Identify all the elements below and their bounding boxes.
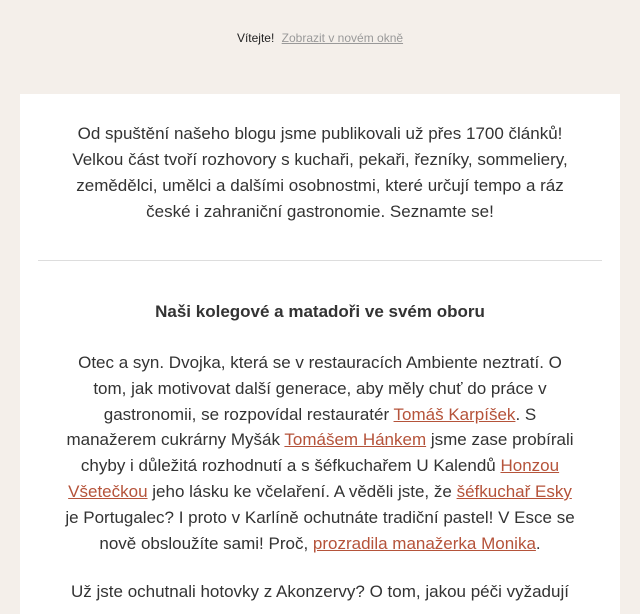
link-manazerka-monika[interactable]: prozradila manažerka Monika [312,533,536,553]
paragraph-text: jeho lásku ke včelaření. A věděli jste, že [147,481,457,501]
link-tomas-hanek[interactable]: Tomášem Hánkem [284,430,427,450]
greeting-text: Vítejte! [236,31,275,45]
section-divider [38,260,602,261]
email-content-card [20,94,620,614]
link-honza-vsetecka[interactable]: Honzou Všetečkou [68,456,560,501]
interviews-paragraph [60,350,580,556]
intro-paragraph: Od spuštění našeho blogu jsme publikovali už přes 1700 článků! Velkou část tvoří rozhovory s kuchaři, pekaři, řezníky, sommeliery, zemědělci, umělci a dalšími osobnostmi, které určují tempo a ráz české i zahraniční gastronomie. Seznamte se! [72,124,568,221]
view-in-browser-link[interactable]: Zobrazit v novém okně [281,31,404,45]
link-sefkuchar-esky[interactable]: šéfkuchař Esky [456,481,572,501]
paragraph-text: Otec a syn. Dvojka, která se v restauracích Ambiente neztratí. O tom, jak motivovat další generace, aby měly chuť do práce v gastronomii, se rozpovídal restauratér [78,353,562,424]
paragraph-text: . [535,533,541,553]
paragraph-text: je Portugalec? I proto v Karlíně ochutnáte tradiční pastel! V Esce se nově obsloužíte sami! Proč, [65,507,575,553]
section-heading: Naši kolegové a matadoři ve svém oboru [155,302,485,321]
link-tomas-karpisek[interactable]: Tomáš Karpíšek [393,404,516,424]
akonzerva-paragraph: Už jste ochutnali hotovky z Akonzervy? O tom, jakou péči vyžadují [71,582,569,601]
preheader [0,0,640,76]
paragraph-text: jsme zase probírali chyby i důležitá rozhodnutí a s šéfkuchařem U Kalendů [80,430,574,476]
paragraph-text: . S manažerem cukrárny Myšák [66,404,537,450]
